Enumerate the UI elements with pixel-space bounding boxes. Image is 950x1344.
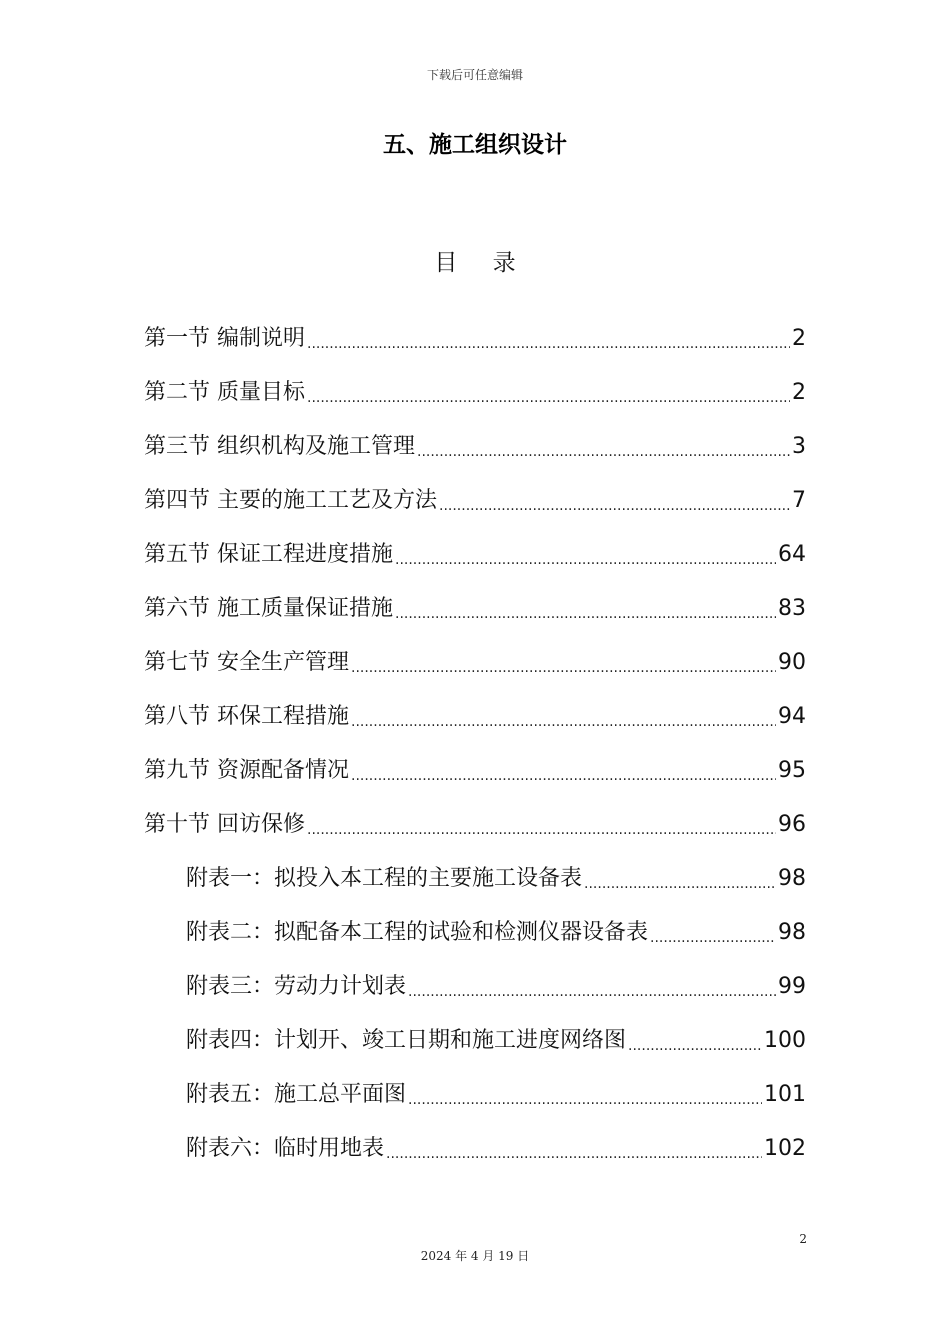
toc-entry-section-10[interactable] (144, 798, 806, 852)
toc-entry-label: 第五节 保证工程进度措施 (144, 542, 393, 567)
toc-entry-label: 第七节 安全生产管理 (144, 650, 349, 675)
toc-entry-section-2[interactable] (144, 366, 806, 420)
toc-entry-label: 第三节 组织机构及施工管理 (144, 434, 415, 459)
toc-entry-appendix-4[interactable] (186, 1014, 806, 1068)
toc-entry-section-8[interactable] (144, 690, 806, 744)
toc-entry-label: 第四节 主要的施工工艺及方法 (144, 488, 437, 513)
toc-entry-page: 2 (792, 326, 806, 351)
toc-entry-section-7[interactable] (144, 636, 806, 690)
toc-dot-leader (351, 756, 776, 796)
toc-dot-leader (395, 540, 776, 580)
toc-entry-page: 94 (778, 704, 806, 729)
table-of-contents (0, 312, 950, 1176)
toc-entry-section-6[interactable] (144, 582, 806, 636)
toc-entry-page: 101 (764, 1082, 806, 1107)
toc-entry-page: 95 (778, 758, 806, 783)
toc-entry-page: 96 (778, 812, 806, 837)
toc-entry-section-9[interactable] (144, 744, 806, 798)
document-title: 五、施工组织设计 (383, 132, 567, 158)
toc-entry-label: 附表六：临时用地表 (186, 1136, 385, 1161)
toc-entry-appendix-6[interactable] (186, 1122, 806, 1176)
toc-entry-label: 第八节 环保工程措施 (144, 704, 349, 729)
header-note: 下载后可任意编辑 (426, 68, 523, 82)
toc-entry-page: 98 (778, 920, 806, 945)
toc-entry-page: 99 (778, 974, 806, 999)
toc-dot-leader (351, 702, 776, 742)
toc-dot-leader (351, 648, 776, 688)
toc-entry-label: 附表五：施工总平面图 (186, 1082, 407, 1107)
toc-entry-page: 64 (778, 542, 806, 567)
toc-entry-page: 98 (778, 866, 806, 891)
toc-entry-section-4[interactable] (144, 474, 806, 528)
toc-entry-page: 90 (778, 650, 806, 675)
toc-dot-leader (386, 1134, 762, 1174)
toc-dot-leader (628, 1026, 762, 1066)
toc-dot-leader (439, 486, 790, 526)
toc-entry-page: 100 (764, 1028, 806, 1053)
toc-entry-label: 第十节 回访保修 (144, 812, 305, 837)
toc-entry-appendix-3[interactable] (186, 960, 806, 1014)
toc-dot-leader (408, 972, 776, 1012)
toc-entry-section-1[interactable] (144, 312, 806, 366)
footer-date: 2024 年 4 月 19 日 (420, 1249, 530, 1263)
toc-entry-page: 102 (764, 1136, 806, 1161)
toc-dot-leader (307, 810, 776, 850)
toc-entry-page: 3 (792, 434, 806, 459)
toc-entry-label: 附表一：拟投入本工程的主要施工设备表 (186, 866, 583, 891)
toc-heading: 目 录 (434, 250, 530, 276)
toc-dot-leader (395, 594, 776, 634)
toc-entry-section-3[interactable] (144, 420, 806, 474)
toc-entry-label: 第二节 质量目标 (144, 380, 305, 405)
toc-entry-label: 第六节 施工质量保证措施 (144, 596, 393, 621)
page-number: 2 (799, 1232, 807, 1246)
toc-dot-leader (408, 1080, 762, 1120)
toc-dot-leader (417, 432, 790, 472)
toc-dot-leader (307, 324, 790, 364)
toc-entry-label: 附表二：拟配备本工程的试验和检测仪器设备表 (186, 920, 649, 945)
toc-entry-label: 第九节 资源配备情况 (144, 758, 349, 783)
toc-dot-leader (584, 864, 776, 904)
toc-entry-appendix-2[interactable] (186, 906, 806, 960)
toc-entry-page: 83 (778, 596, 806, 621)
toc-entry-label: 附表四：计划开、竣工日期和施工进度网络图 (186, 1028, 627, 1053)
toc-dot-leader (307, 378, 790, 418)
toc-entry-appendix-1[interactable] (186, 852, 806, 906)
toc-dot-leader (650, 918, 776, 958)
toc-entry-page: 7 (792, 488, 806, 513)
toc-entry-appendix-5[interactable] (186, 1068, 806, 1122)
toc-entry-page: 2 (792, 380, 806, 405)
toc-entry-section-5[interactable] (144, 528, 806, 582)
toc-entry-label: 第一节 编制说明 (144, 326, 305, 351)
toc-entry-label: 附表三：劳动力计划表 (186, 974, 407, 999)
